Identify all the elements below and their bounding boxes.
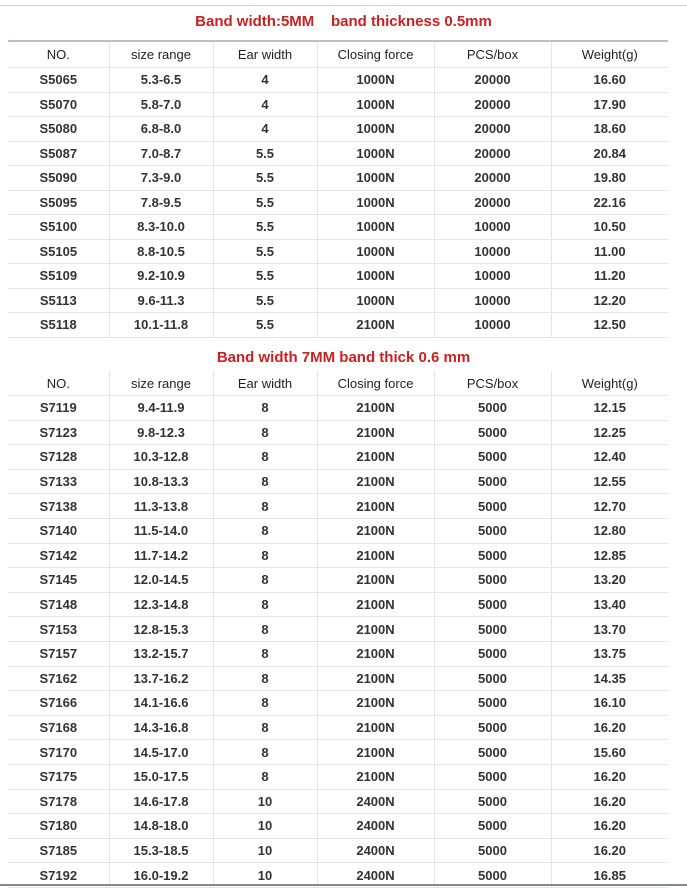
cell-closing-force: 2100N xyxy=(317,764,434,789)
cell-weight: 16.85 xyxy=(551,863,668,888)
table-row xyxy=(8,141,668,166)
cell-weight: 11.00 xyxy=(551,239,668,264)
cell-ear-width: 5.5 xyxy=(213,288,317,313)
cell-size-range: 8.3-10.0 xyxy=(109,215,213,240)
column-header-ear-width: Ear width xyxy=(213,371,317,396)
cell-closing-force: 2100N xyxy=(317,469,434,494)
cell-model-no: S7133 xyxy=(8,469,109,494)
cell-model-no: S7185 xyxy=(8,838,109,863)
table-row xyxy=(8,239,668,264)
cell-weight: 11.20 xyxy=(551,264,668,289)
cell-weight: 12.25 xyxy=(551,420,668,445)
cell-weight: 15.60 xyxy=(551,740,668,765)
table-row xyxy=(8,166,668,191)
cell-model-no: S7142 xyxy=(8,543,109,568)
cell-size-range: 11.3-13.8 xyxy=(109,494,213,519)
cell-model-no: S5070 xyxy=(8,92,109,117)
cell-weight: 13.70 xyxy=(551,617,668,642)
table-row xyxy=(8,666,668,691)
cell-closing-force: 2100N xyxy=(317,518,434,543)
cell-model-no: S7175 xyxy=(8,764,109,789)
cell-closing-force: 1000N xyxy=(317,190,434,215)
cell-weight: 13.75 xyxy=(551,641,668,666)
cell-size-range: 15.3-18.5 xyxy=(109,838,213,863)
cell-closing-force: 2100N xyxy=(317,592,434,617)
cell-model-no: S5113 xyxy=(8,288,109,313)
cell-weight: 16.20 xyxy=(551,715,668,740)
cell-closing-force: 2400N xyxy=(317,814,434,839)
cell-pcs-per-box: 5000 xyxy=(434,691,551,716)
cell-pcs-per-box: 5000 xyxy=(434,494,551,519)
table-row xyxy=(8,691,668,716)
cell-pcs-per-box: 5000 xyxy=(434,420,551,445)
column-header-model-no: NO. xyxy=(8,41,109,68)
cell-pcs-per-box: 5000 xyxy=(434,641,551,666)
table-row xyxy=(8,641,668,666)
cell-ear-width: 5.5 xyxy=(213,264,317,289)
table-row xyxy=(8,543,668,568)
cell-ear-width: 8 xyxy=(213,641,317,666)
cell-pcs-per-box: 5000 xyxy=(434,543,551,568)
cell-pcs-per-box: 20000 xyxy=(434,166,551,191)
cell-model-no: S7123 xyxy=(8,420,109,445)
cell-closing-force: 1000N xyxy=(317,288,434,313)
cell-model-no: S5065 xyxy=(8,68,109,93)
column-header-weight: Weight(g) xyxy=(551,41,668,68)
table-row xyxy=(8,740,668,765)
cell-size-range: 14.6-17.8 xyxy=(109,789,213,814)
cell-size-range: 14.5-17.0 xyxy=(109,740,213,765)
cell-size-range: 6.8-8.0 xyxy=(109,117,213,142)
table-header-row xyxy=(8,371,668,396)
cell-weight: 12.85 xyxy=(551,543,668,568)
cell-weight: 13.20 xyxy=(551,568,668,593)
cell-pcs-per-box: 10000 xyxy=(434,264,551,289)
cell-size-range: 12.8-15.3 xyxy=(109,617,213,642)
cell-weight: 16.20 xyxy=(551,789,668,814)
cell-model-no: S5105 xyxy=(8,239,109,264)
table-header-row xyxy=(8,41,668,68)
cell-pcs-per-box: 5000 xyxy=(434,740,551,765)
cell-ear-width: 8 xyxy=(213,568,317,593)
cell-size-range: 16.0-19.2 xyxy=(109,863,213,888)
cell-closing-force: 1000N xyxy=(317,92,434,117)
column-header-pcs-per-box: PCS/box xyxy=(434,371,551,396)
table-row xyxy=(8,789,668,814)
cell-closing-force: 1000N xyxy=(317,117,434,142)
cell-size-range: 10.1-11.8 xyxy=(109,313,213,338)
cell-model-no: S7192 xyxy=(8,863,109,888)
cell-pcs-per-box: 5000 xyxy=(434,592,551,617)
table-row xyxy=(8,420,668,445)
cell-pcs-per-box: 5000 xyxy=(434,445,551,470)
cell-pcs-per-box: 5000 xyxy=(434,568,551,593)
cell-pcs-per-box: 5000 xyxy=(434,617,551,642)
table-row xyxy=(8,288,668,313)
table-row xyxy=(8,215,668,240)
cell-closing-force: 2100N xyxy=(317,568,434,593)
cell-closing-force: 2400N xyxy=(317,789,434,814)
table-row xyxy=(8,592,668,617)
cell-weight: 16.20 xyxy=(551,764,668,789)
cell-pcs-per-box: 20000 xyxy=(434,92,551,117)
cell-size-range: 10.3-12.8 xyxy=(109,445,213,470)
cell-size-range: 15.0-17.5 xyxy=(109,764,213,789)
band-5mm-table xyxy=(8,40,668,338)
cell-weight: 12.55 xyxy=(551,469,668,494)
table-row xyxy=(8,92,668,117)
column-header-size-range: size range xyxy=(109,41,213,68)
column-header-ear-width: Ear width xyxy=(213,41,317,68)
cell-model-no: S7140 xyxy=(8,518,109,543)
cell-closing-force: 2100N xyxy=(317,666,434,691)
cell-ear-width: 8 xyxy=(213,691,317,716)
cell-model-no: S7168 xyxy=(8,715,109,740)
cell-ear-width: 10 xyxy=(213,789,317,814)
column-header-closing-force: Closing force xyxy=(317,41,434,68)
table-row xyxy=(8,68,668,93)
cell-ear-width: 5.5 xyxy=(213,141,317,166)
table-row xyxy=(8,396,668,421)
cell-ear-width: 10 xyxy=(213,814,317,839)
cell-size-range: 12.0-14.5 xyxy=(109,568,213,593)
cell-model-no: S7148 xyxy=(8,592,109,617)
cell-weight: 22.16 xyxy=(551,190,668,215)
cell-model-no: S7166 xyxy=(8,691,109,716)
cell-weight: 12.15 xyxy=(551,396,668,421)
cell-ear-width: 8 xyxy=(213,543,317,568)
cell-pcs-per-box: 5000 xyxy=(434,396,551,421)
table-row xyxy=(8,814,668,839)
table-row xyxy=(8,494,668,519)
cell-ear-width: 8 xyxy=(213,518,317,543)
cell-weight: 16.60 xyxy=(551,68,668,93)
table-row xyxy=(8,117,668,142)
cell-ear-width: 5.5 xyxy=(213,215,317,240)
cell-ear-width: 8 xyxy=(213,592,317,617)
cell-weight: 13.40 xyxy=(551,592,668,617)
cell-closing-force: 1000N xyxy=(317,215,434,240)
cell-ear-width: 4 xyxy=(213,117,317,142)
cell-closing-force: 2400N xyxy=(317,838,434,863)
cell-ear-width: 10 xyxy=(213,863,317,888)
cell-closing-force: 2400N xyxy=(317,863,434,888)
cell-size-range: 9.8-12.3 xyxy=(109,420,213,445)
cell-weight: 12.20 xyxy=(551,288,668,313)
cell-model-no: S5100 xyxy=(8,215,109,240)
cell-closing-force: 2100N xyxy=(317,445,434,470)
cell-ear-width: 5.5 xyxy=(213,166,317,191)
column-header-size-range: size range xyxy=(109,371,213,396)
cell-ear-width: 10 xyxy=(213,838,317,863)
cell-pcs-per-box: 20000 xyxy=(434,117,551,142)
cell-ear-width: 8 xyxy=(213,764,317,789)
cell-closing-force: 2100N xyxy=(317,313,434,338)
cell-size-range: 12.3-14.8 xyxy=(109,592,213,617)
cell-pcs-per-box: 5000 xyxy=(434,666,551,691)
cell-closing-force: 2100N xyxy=(317,543,434,568)
cell-closing-force: 1000N xyxy=(317,264,434,289)
cell-weight: 17.90 xyxy=(551,92,668,117)
cell-closing-force: 2100N xyxy=(317,740,434,765)
table-row xyxy=(8,764,668,789)
cell-closing-force: 2100N xyxy=(317,617,434,642)
cell-model-no: S5087 xyxy=(8,141,109,166)
cell-weight: 16.10 xyxy=(551,691,668,716)
cell-pcs-per-box: 20000 xyxy=(434,68,551,93)
table-row xyxy=(8,469,668,494)
cell-model-no: S7128 xyxy=(8,445,109,470)
cell-weight: 12.50 xyxy=(551,313,668,338)
cell-pcs-per-box: 10000 xyxy=(434,215,551,240)
cell-size-range: 14.1-16.6 xyxy=(109,691,213,716)
cell-weight: 12.40 xyxy=(551,445,668,470)
cell-pcs-per-box: 10000 xyxy=(434,288,551,313)
cell-pcs-per-box: 5000 xyxy=(434,715,551,740)
cell-ear-width: 8 xyxy=(213,715,317,740)
column-header-weight: Weight(g) xyxy=(551,371,668,396)
cell-size-range: 11.5-14.0 xyxy=(109,518,213,543)
cell-ear-width: 4 xyxy=(213,92,317,117)
cell-ear-width: 4 xyxy=(213,68,317,93)
cell-model-no: S7119 xyxy=(8,396,109,421)
cell-model-no: S7153 xyxy=(8,617,109,642)
cell-size-range: 10.8-13.3 xyxy=(109,469,213,494)
cell-size-range: 7.3-9.0 xyxy=(109,166,213,191)
cell-weight: 10.50 xyxy=(551,215,668,240)
cell-model-no: S5080 xyxy=(8,117,109,142)
cell-model-no: S7145 xyxy=(8,568,109,593)
table-row xyxy=(8,313,668,338)
cell-weight: 16.20 xyxy=(551,838,668,863)
cell-size-range: 13.2-15.7 xyxy=(109,641,213,666)
cell-closing-force: 1000N xyxy=(317,68,434,93)
cell-size-range: 8.8-10.5 xyxy=(109,239,213,264)
cell-weight: 12.80 xyxy=(551,518,668,543)
cell-model-no: S5118 xyxy=(8,313,109,338)
cell-ear-width: 8 xyxy=(213,617,317,642)
cell-closing-force: 1000N xyxy=(317,239,434,264)
cell-pcs-per-box: 5000 xyxy=(434,518,551,543)
cell-size-range: 11.7-14.2 xyxy=(109,543,213,568)
cell-ear-width: 8 xyxy=(213,469,317,494)
cell-model-no: S5090 xyxy=(8,166,109,191)
table2-title: Band width 7MM band thick 0.6 mm xyxy=(216,349,471,366)
cell-size-range: 14.3-16.8 xyxy=(109,715,213,740)
cell-closing-force: 2100N xyxy=(317,641,434,666)
cell-ear-width: 8 xyxy=(213,494,317,519)
cell-model-no: S7157 xyxy=(8,641,109,666)
cell-size-range: 9.2-10.9 xyxy=(109,264,213,289)
cell-weight: 18.60 xyxy=(551,117,668,142)
table-row xyxy=(8,568,668,593)
cell-size-range: 9.6-11.3 xyxy=(109,288,213,313)
table-row xyxy=(8,518,668,543)
cell-closing-force: 2100N xyxy=(317,494,434,519)
cell-ear-width: 5.5 xyxy=(213,239,317,264)
cell-pcs-per-box: 5000 xyxy=(434,863,551,888)
cell-weight: 12.70 xyxy=(551,494,668,519)
cell-ear-width: 8 xyxy=(213,445,317,470)
cell-pcs-per-box: 10000 xyxy=(434,239,551,264)
cell-pcs-per-box: 20000 xyxy=(434,190,551,215)
cell-closing-force: 2100N xyxy=(317,715,434,740)
cell-model-no: S7162 xyxy=(8,666,109,691)
cell-closing-force: 1000N xyxy=(317,166,434,191)
cell-pcs-per-box: 5000 xyxy=(434,764,551,789)
cell-pcs-per-box: 10000 xyxy=(434,313,551,338)
cell-ear-width: 5.5 xyxy=(213,190,317,215)
column-header-pcs-per-box: PCS/box xyxy=(434,41,551,68)
table-row xyxy=(8,445,668,470)
cell-ear-width: 8 xyxy=(213,740,317,765)
cell-ear-width: 5.5 xyxy=(213,313,317,338)
cell-closing-force: 2100N xyxy=(317,420,434,445)
cell-ear-width: 8 xyxy=(213,420,317,445)
cell-closing-force: 2100N xyxy=(317,396,434,421)
cell-model-no: S7180 xyxy=(8,814,109,839)
cell-size-range: 9.4-11.9 xyxy=(109,396,213,421)
cell-pcs-per-box: 5000 xyxy=(434,838,551,863)
cell-ear-width: 8 xyxy=(213,666,317,691)
cell-pcs-per-box: 5000 xyxy=(434,469,551,494)
cell-size-range: 5.3-6.5 xyxy=(109,68,213,93)
cell-size-range: 5.8-7.0 xyxy=(109,92,213,117)
cell-closing-force: 2100N xyxy=(317,691,434,716)
cell-pcs-per-box: 5000 xyxy=(434,814,551,839)
cell-size-range: 7.0-8.7 xyxy=(109,141,213,166)
cell-model-no: S7178 xyxy=(8,789,109,814)
cell-ear-width: 8 xyxy=(213,396,317,421)
top-divider xyxy=(0,5,687,6)
table1-title: Band width:5MM band thickness 0.5mm xyxy=(195,13,492,30)
cell-model-no: S5109 xyxy=(8,264,109,289)
column-header-closing-force: Closing force xyxy=(317,371,434,396)
cell-weight: 16.20 xyxy=(551,814,668,839)
cell-size-range: 14.8-18.0 xyxy=(109,814,213,839)
cell-weight: 20.84 xyxy=(551,141,668,166)
cell-size-range: 7.8-9.5 xyxy=(109,190,213,215)
cell-pcs-per-box: 20000 xyxy=(434,141,551,166)
cell-model-no: S7138 xyxy=(8,494,109,519)
table-row xyxy=(8,264,668,289)
cell-closing-force: 1000N xyxy=(317,141,434,166)
column-header-model-no: NO. xyxy=(8,371,109,396)
cell-size-range: 13.7-16.2 xyxy=(109,666,213,691)
cell-model-no: S7170 xyxy=(8,740,109,765)
table-row xyxy=(8,715,668,740)
cell-weight: 14.35 xyxy=(551,666,668,691)
table-row xyxy=(8,190,668,215)
table-row xyxy=(8,617,668,642)
band-7mm-table xyxy=(8,371,668,888)
cell-model-no: S5095 xyxy=(8,190,109,215)
table-row xyxy=(8,838,668,863)
cell-weight: 19.80 xyxy=(551,166,668,191)
cell-pcs-per-box: 5000 xyxy=(434,789,551,814)
